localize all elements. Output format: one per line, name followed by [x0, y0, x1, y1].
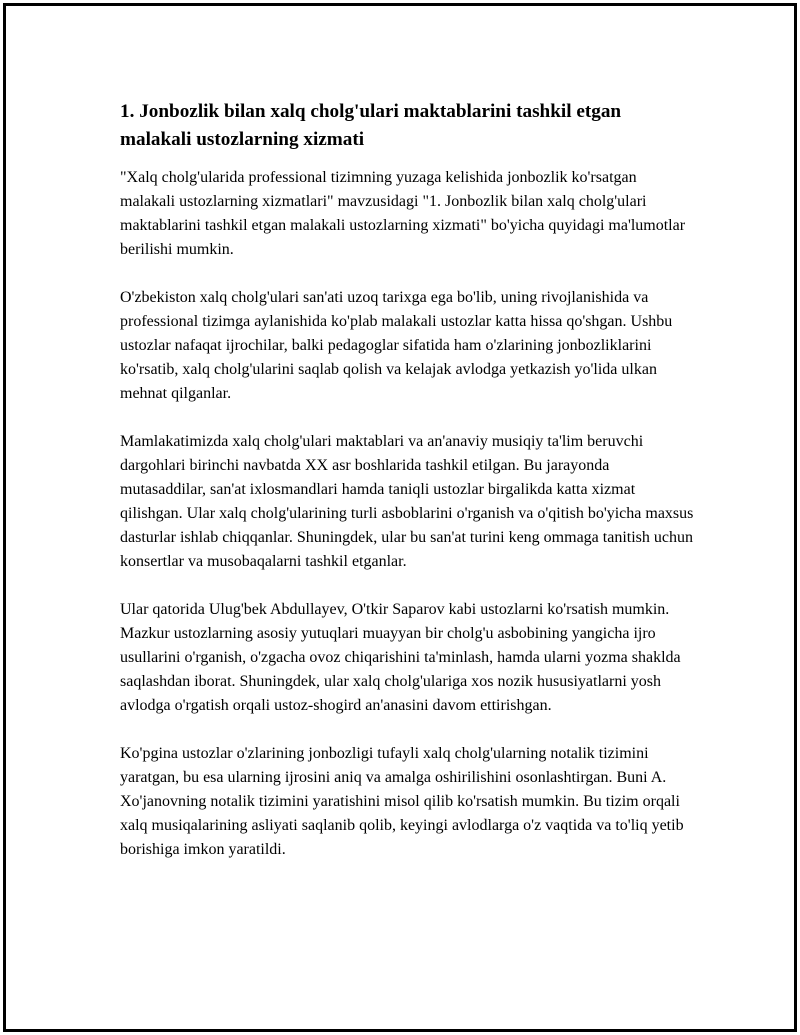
paragraph-notation: Ko'pgina ustozlar o'zlarining jonbozligi tufayli xalq cholg'ularning notalik tizimini yaratgan, bu esa ularning ijrosini aniq va amalga oshirilishini osonlashtirgan. Buni A. Xo'janovning notalik tizimini yaratishini misol qilib ko'rsatish mumkin. Bu tizim orqali xalq musiqalarining asliyati saqlanib qolib, keyingi avlodlarga o'z vaqtida va to'liq yetib borishiga imkon yaratildi. — [120, 745, 684, 858]
paragraph-intro: "Xalq cholg'ularida professional tizimning yuzaga kelishida jonbozlik ko'rsatgan malakali ustozlarning xizmatlari" mavzusidagi "1. Jonbozlik bilan xalq cholg'ulari maktablarini tashkil etgan malakali ustozlarning xizmati" bo'yicha quyidagi ma'lumotlar berilishi mumkin. — [120, 169, 686, 258]
paragraph-schools: Mamlakatimizda xalq cholg'ulari maktablari va an'anaviy musiqiy ta'lim beruvchi dargohlari birinchi navbatda XX asr boshlarida tashkil etilgan. Bu jarayonda mutasaddilar, san'at ixlosmandlari hamda taniqli ustozlar birgalikda katta xizmat qilishgan. Ular xalq cholg'ularining turli asboblarini o'rganish va o'qitish bo'yicha maxsus dasturlar ishlab chiqqanlar. Shuningdek, ular bu san'at turini keng ommaga tanitish uchun konsertlar va musobaqalarni tashkil etganlar. — [120, 433, 694, 570]
section-heading: 1. Jonbozlik bilan xalq cholg'ulari maktablarini tashkil etgan malakali ustozlarning xizmati — [120, 101, 622, 150]
paragraph-history: O'zbekiston xalq cholg'ulari san'ati uzoq tarixga ega bo'lib, uning rivojlanishida va professional tizimga aylanishida ko'plab malakali ustozlar katta hissa qo'shgan. Ushbu ustozlar nafaqat ijrochilar, balki pedagoglar sifatida ham o'zlarining jonbozliklarini ko'rsatib, xalq cholg'ularini saqlab qolish va kelajak avlodga yetkazish yo'lida ulkan mehnat qilganlar. — [120, 289, 673, 402]
paragraph-masters: Ular qatorida Ulug'bek Abdullayev, O'tkir Saparov kabi ustozlarni ko'rsatish mumkin. Mazkur ustozlarning asosiy yutuqlari muayyan bir cholg'u asbobining yangicha ijro usullarini o'rganish, o'zgacha ovoz chiqarishini ta'minlash, hamda ularni yozma shaklda saqlashdan iborat. Shuningdek, ular xalq cholg'ulariga xos nozik hususiyatlarni yosh avlodga o'rgatish orqali ustoz-shogird an'anasini davom ettirishgan. — [120, 601, 681, 714]
page-frame — [3, 3, 797, 1032]
document-body — [120, 98, 695, 886]
